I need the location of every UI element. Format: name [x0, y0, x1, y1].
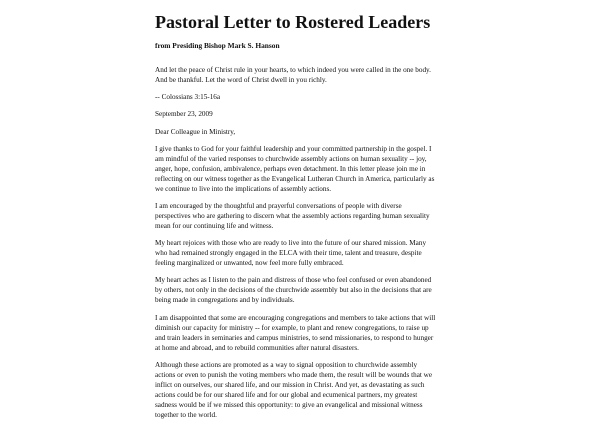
paragraph: My heart aches as I listen to the pain and distress of those who feel confused or even abandoned by others, not only in the decisions of the churchwide assembly but also in the decisions that are being made in congregations and by individuals. [155, 276, 432, 305]
letter-date: September 23, 2009 [155, 110, 213, 119]
paragraph: My heart rejoices with those who are ready to live into the future of our shared mission. Many who had remained strongly engaged in the ELCA with their time, talent and treasure, despite feeling marginalized or unwanted, now feel more fully embraced. [155, 239, 427, 268]
paragraph: I am disappointed that some are encouraging congregations and members to take actions that will diminish our capacity for ministry -- for example, to plant and renew congregations, to raise up and train leaders in seminaries and campus ministries, to send missionaries, to respond to hunger at home and abroad, and to rebuild communities after natural disasters. [155, 313, 436, 352]
paragraph: Although these actions are promoted as a way to signal opposition to churchwide assembly actions or even to punish the voting members who made them, the result will be wounds that we inflict on ourselves, our shared life, and our mission in Christ. And yet, as devastating as such actions could be for our shared life and for our global and ecumenical partners, my greatest sadness would be if we missed this opportunity: to give an evangelical and missional witness together to the world. [155, 360, 433, 419]
salutation: Dear Colleague in Ministry, [155, 127, 236, 136]
scripture-quote: And let the peace of Christ rule in your hearts, to which indeed you were called in the one body. And be thankful. Let the word of Christ dwell in you richly. [155, 66, 431, 84]
paragraph: I am encouraged by the thoughtful and prayerful conversations of people with diverse perspectives who are gathering to discern what the assembly actions regarding human sexuality mean for our continuing life and witness. [155, 201, 430, 230]
letter-body [155, 65, 475, 427]
author-subtitle: from Presiding Bishop Mark S. Hanson [155, 41, 280, 50]
scripture-citation: -- Colossians 3:15-16a [155, 93, 221, 102]
paragraph: I give thanks to God for your faithful leadership and your committed partnership in the gospel. I am mindful of the varied responses to churchwide assembly actions on human sexuality -- joy, anger, hope, confusion, ambivalence, perhaps even detachment. In this letter please join me in reflecting on our witness together as the Evangelical Lutheran Church in America, particularly as we continue to live into the implications of assembly actions. [155, 144, 435, 193]
page-title: Pastoral Letter to Rostered Leaders [155, 12, 431, 32]
